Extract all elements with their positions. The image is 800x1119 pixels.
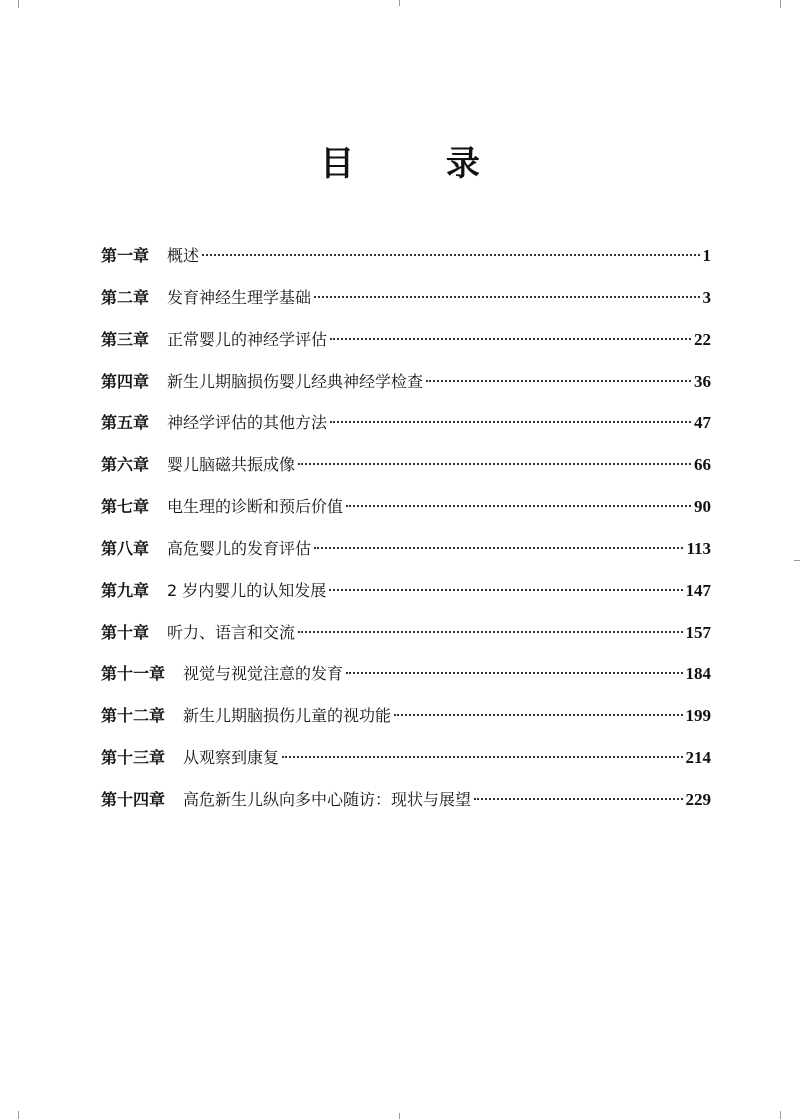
- page-number: 113: [686, 538, 711, 558]
- crop-mark: [18, 0, 19, 8]
- dot-leader: [346, 672, 682, 674]
- toc-entry[interactable]: [101, 322, 711, 364]
- chapter-title: 婴儿脑磁共振成像: [167, 455, 296, 475]
- toc-entry[interactable]: [101, 405, 711, 447]
- chapter-title: 高危新生儿纵向多中心随访：现状与展望: [183, 789, 472, 809]
- dot-leader: [330, 338, 691, 340]
- chapter-title: 新生儿期脑损伤婴儿经典神经学检查: [167, 371, 424, 391]
- page-number: 147: [685, 580, 711, 600]
- chapter-number: 第九章: [101, 580, 150, 600]
- toc-entry[interactable]: [101, 364, 711, 406]
- dot-leader: [474, 798, 682, 800]
- crop-mark: [18, 1111, 19, 1119]
- toc-entry[interactable]: [101, 238, 711, 280]
- page-number: 184: [685, 664, 711, 684]
- dot-leader: [298, 631, 682, 633]
- chapter-title: 高危婴儿的发育评估: [167, 538, 312, 558]
- chapter-number: 第三章: [101, 329, 150, 349]
- page-number: 157: [685, 622, 711, 642]
- toc-entry[interactable]: [101, 531, 711, 573]
- toc-entry[interactable]: [101, 615, 711, 657]
- chapter-title: 视觉与视觉注意的发育: [183, 664, 344, 684]
- page-title: 目 录: [320, 144, 520, 184]
- dot-leader: [202, 254, 699, 256]
- page-number: 199: [685, 706, 711, 726]
- chapter-title: 发育神经生理学基础: [167, 287, 312, 307]
- chapter-number: 第六章: [101, 455, 150, 475]
- page-number: 36: [694, 371, 711, 391]
- chapter-title: 从观察到康复: [183, 748, 280, 768]
- toc-entry[interactable]: [101, 782, 711, 824]
- chapter-number: 第四章: [101, 371, 150, 391]
- page-number: 47: [694, 413, 711, 433]
- crop-mark: [399, 1113, 400, 1119]
- chapter-title: 概述: [167, 246, 200, 265]
- page-number: 214: [685, 748, 711, 768]
- page-number: 90: [694, 497, 711, 517]
- page-number: 3: [702, 287, 711, 307]
- chapter-number: 第十三章: [101, 748, 166, 768]
- chapter-number: 第二章: [101, 287, 150, 307]
- crop-mark: [794, 560, 800, 561]
- chapter-number: 第八章: [101, 538, 150, 558]
- page-number: 22: [694, 329, 711, 349]
- toc-entry[interactable]: [101, 740, 711, 782]
- table-of-contents: [101, 238, 711, 824]
- chapter-number: 第十四章: [101, 789, 166, 809]
- dot-leader: [314, 547, 683, 549]
- dot-leader: [282, 756, 682, 758]
- page-number: 1: [702, 246, 711, 265]
- chapter-title: 正常婴儿的神经学评估: [167, 329, 328, 349]
- chapter-number: 第十二章: [101, 706, 166, 726]
- chapter-number: 第十章: [101, 622, 150, 642]
- chapter-title: 听力、语言和交流: [167, 622, 296, 642]
- dot-leader: [426, 380, 691, 382]
- toc-entry[interactable]: [101, 280, 711, 322]
- dot-leader: [314, 296, 699, 298]
- dot-leader: [329, 589, 682, 591]
- dot-leader: [330, 421, 691, 423]
- dot-leader: [394, 714, 682, 716]
- dot-leader: [346, 505, 691, 507]
- toc-entry[interactable]: [101, 447, 711, 489]
- crop-mark: [780, 0, 781, 8]
- toc-entry[interactable]: [101, 489, 711, 531]
- page-number: 66: [694, 455, 711, 475]
- crop-mark: [399, 0, 400, 6]
- chapter-number: 第十一章: [101, 664, 166, 684]
- chapter-number: 第五章: [101, 413, 150, 433]
- toc-entry[interactable]: [101, 656, 711, 698]
- crop-mark: [780, 1111, 781, 1119]
- toc-entry[interactable]: [101, 573, 711, 615]
- chapter-title: 电生理的诊断和预后价值: [167, 497, 344, 517]
- chapter-title: 神经学评估的其他方法: [167, 413, 328, 433]
- chapter-title: 2 岁内婴儿的认知发展: [167, 580, 327, 600]
- page-number: 229: [685, 789, 711, 809]
- dot-leader: [298, 463, 691, 465]
- toc-entry[interactable]: [101, 698, 711, 740]
- chapter-number: 第七章: [101, 497, 150, 517]
- chapter-number: 第一章: [101, 246, 150, 265]
- chapter-title: 新生儿期脑损伤儿童的视功能: [183, 706, 392, 726]
